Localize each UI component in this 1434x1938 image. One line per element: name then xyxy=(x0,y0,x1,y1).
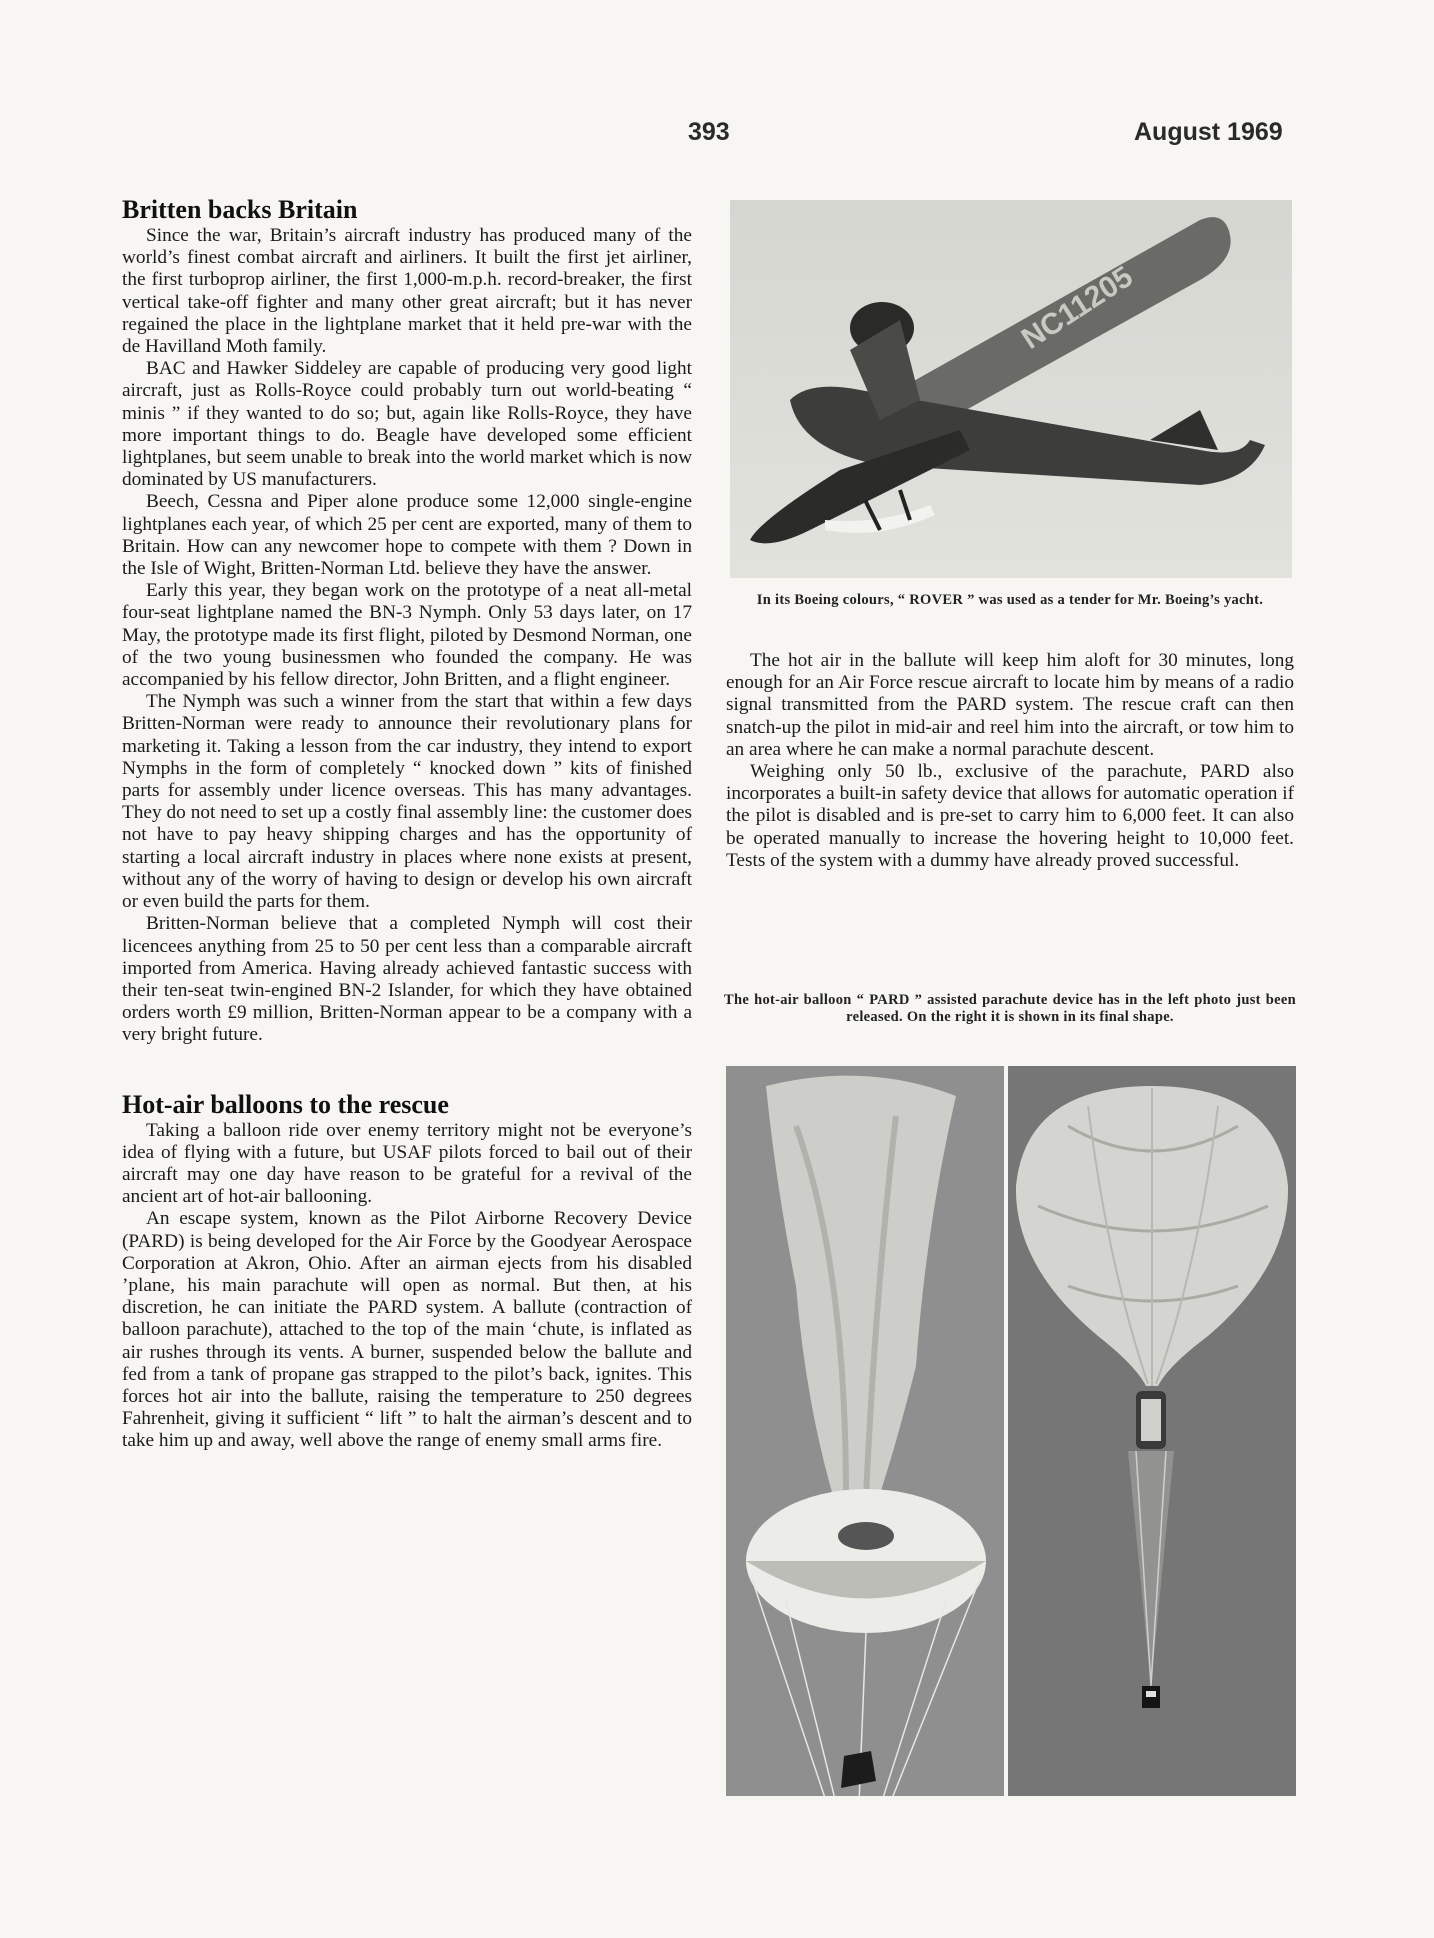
right-column xyxy=(726,650,1294,872)
page-number: 393 xyxy=(688,118,730,146)
article2-paragraph: An escape system, known as the Pilot Airborne Recovery Device (PARD) is being developed for the Air Force by the Goodyear Aerospace Corporation at Akron, Ohio. After an airman ejects from his disabled ’plane, his main parachute will open as normal. But then, at his discretion, he can initiate the PARD system. A ballute (contraction of balloon parachute), attached to the top of the main ‘chute, is inflated as air rushes through its vents. A burner, suspended below the ballute and fed from a tank of propane gas strapped to the pilot’s back, ignites. This forces hot air into the ballute, raising the temperature to 250 degrees Fahrenheit, giving it sufficient “ lift ” to halt the airman’s descent and to take him up and away, well above the range of enemy small arms fire. xyxy=(122,1208,692,1452)
balloon-caption: The hot-air balloon “ PARD ” assisted parachute device has in the left photo just been released. On the right it is shown in its final shape. xyxy=(724,992,1296,1025)
article1-paragraph: Since the war, Britain’s aircraft industry has produced many of the world’s finest combat aircraft and airliners. It built the first jet airliner, the first turboprop airliner, the first 1,000-m.p.h. record-breaker, the first vertical take-off fighter and many other great aircraft; but it has never regained the place in the lightplane market that it held pre-war with the de Havilland Moth family. xyxy=(122,225,692,358)
plane-photo xyxy=(730,200,1292,578)
article2-paragraph: The hot air in the ballute will keep him aloft for 30 minutes, long enough for an Air Force rescue aircraft to locate him by means of a radio signal transmitted from the PARD system. The rescue craft can then snatch-up the pilot in mid-air and reel him into the aircraft, or tow him to an area where he can make a normal parachute descent. xyxy=(726,650,1294,760)
balloon-photo-left xyxy=(726,1066,1004,1796)
left-column xyxy=(122,196,692,1453)
article1-paragraph: Britten-Norman believe that a completed Nymph will cost their licencees anything from 25 to 50 per cent less than a comparable aircraft imported from America. Having already achieved fantastic success with their ten-seat twin-engined BN-2 Islander, for which they have obtained orders worth £9 million, Britten-Norman appear to be a company with a very bright future. xyxy=(122,913,692,1046)
article1-paragraph: The Nymph was such a winner from the start that within a few days Britten-Norman were ready to announce their revolutionary plans for marketing it. Taking a lesson from the car industry, they intend to export Nymphs in the form of completely “ knocked down ” kits of finished parts for assembly under licence overseas. This has many advantages. They do not need to set up a costly final assembly line: the customer does not have to pay heavy shipping charges and has the opportunity of starting a local aircraft industry in places where none exists at present, without any of the worry of having to design or develop his own aircraft or even build the parts for them. xyxy=(122,691,692,913)
issue-date: August 1969 xyxy=(1134,118,1283,146)
balloon-release-illustration xyxy=(726,1066,1004,1796)
balloon-inflated-illustration xyxy=(1008,1066,1296,1796)
article1-paragraph: BAC and Hawker Siddeley are capable of producing very good light aircraft, just as Rolls-Royce could probably turn out world-beating “ minis ” if they wanted to do so; but, again like Rolls-Royce, they have more important things to do. Beagle have developed some efficient lightplanes, but seem unable to break into the world market which is now dominated by US manufacturers. xyxy=(122,358,692,491)
article-title-britten: Britten backs Britain xyxy=(122,195,358,224)
plane-registration: NC11205 xyxy=(1015,260,1139,356)
plane-caption: In its Boeing colours, “ ROVER ” was used as a tender for Mr. Boeing’s yacht. xyxy=(756,592,1264,608)
article1-paragraph: Beech, Cessna and Piper alone produce some 12,000 single-engine lightplanes each year, of which 25 per cent are exported, many of them to Britain. How can any newcomer hope to compete with them ? Down in the Isle of Wight, Britten-Norman Ltd. believe they have the answer. xyxy=(122,491,692,580)
article-title-balloons: Hot-air balloons to the rescue xyxy=(122,1089,449,1119)
plane-illustration xyxy=(730,200,1292,578)
article2-paragraph: Weighing only 50 lb., exclusive of the parachute, PARD also incorporates a built-in safety device that allows for automatic operation if the pilot is disabled and is pre-set to carry him to 6,000 feet. It can also be operated manually to increase the hovering height to 10,000 feet. Tests of the system with a dummy have already proved successful. xyxy=(726,761,1294,871)
article1-paragraph: Early this year, they began work on the prototype of a neat all-metal four-seat lightplane named the BN-3 Nymph. Only 53 days later, on 17 May, the prototype made its first flight, piloted by Desmond Norman, one of the two young businessmen who founded the company. He was accompanied by his fellow director, John Britten, and a flight engineer. xyxy=(122,580,692,691)
balloon-photo-right xyxy=(1008,1066,1296,1796)
article2-paragraph: Taking a balloon ride over enemy territory might not be everyone’s idea of flying with a future, but USAF pilots forced to bail out of their aircraft may one day have reason to be grateful for a revival of the ancient art of hot-air ballooning. xyxy=(122,1119,692,1208)
